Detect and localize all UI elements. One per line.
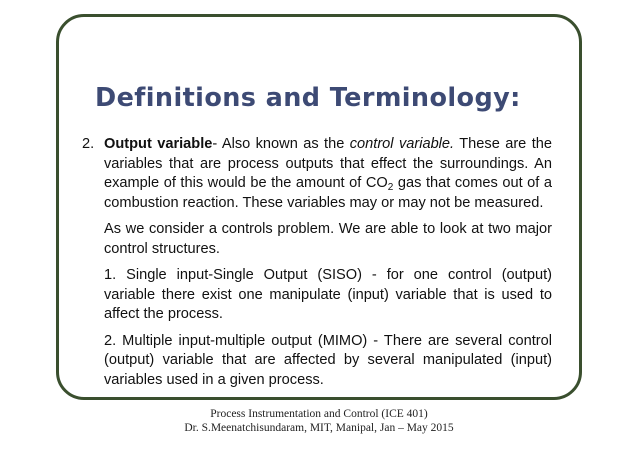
footer-course: Process Instrumentation and Control (ICE 401) [210,408,428,420]
definition-text-a: - Also known as the [212,136,350,152]
definition-text-c: gas that comes out of a combustion reaction. These variables may or may not be measured. [104,175,552,211]
italic-term: control variable. [349,136,455,152]
subscript: 2 [387,182,394,193]
slide-body [82,135,552,390]
paragraph-mimo: 2. Multiple input-multiple output (MIMO) - There are several control (output) variable that are affected by several manipulated (input) variables used in a given process. [104,332,552,388]
definition-item [82,135,552,213]
slide-title: Definitions and Terminology: [95,83,521,113]
footer-author: Dr. S.Meenatchisundaram, MIT, Manipal, Jan – May 2015 [184,422,454,434]
definition-paragraph [104,135,552,213]
paragraph-siso: 1. Single input-Single Output (SISO) - for one control (output) variable there exist one manipulate (input) variable that is used to affect the process. [104,267,552,322]
term-label: Output variable [104,136,213,152]
paragraph-control-structures: As we consider a controls problem. We are able to look at two major control structures. [104,221,552,257]
item-number: 2. [82,136,95,152]
definition-text-b: These are the variables that are process outputs that effect the surroundings. An example of this would be the amount of CO [104,136,552,191]
